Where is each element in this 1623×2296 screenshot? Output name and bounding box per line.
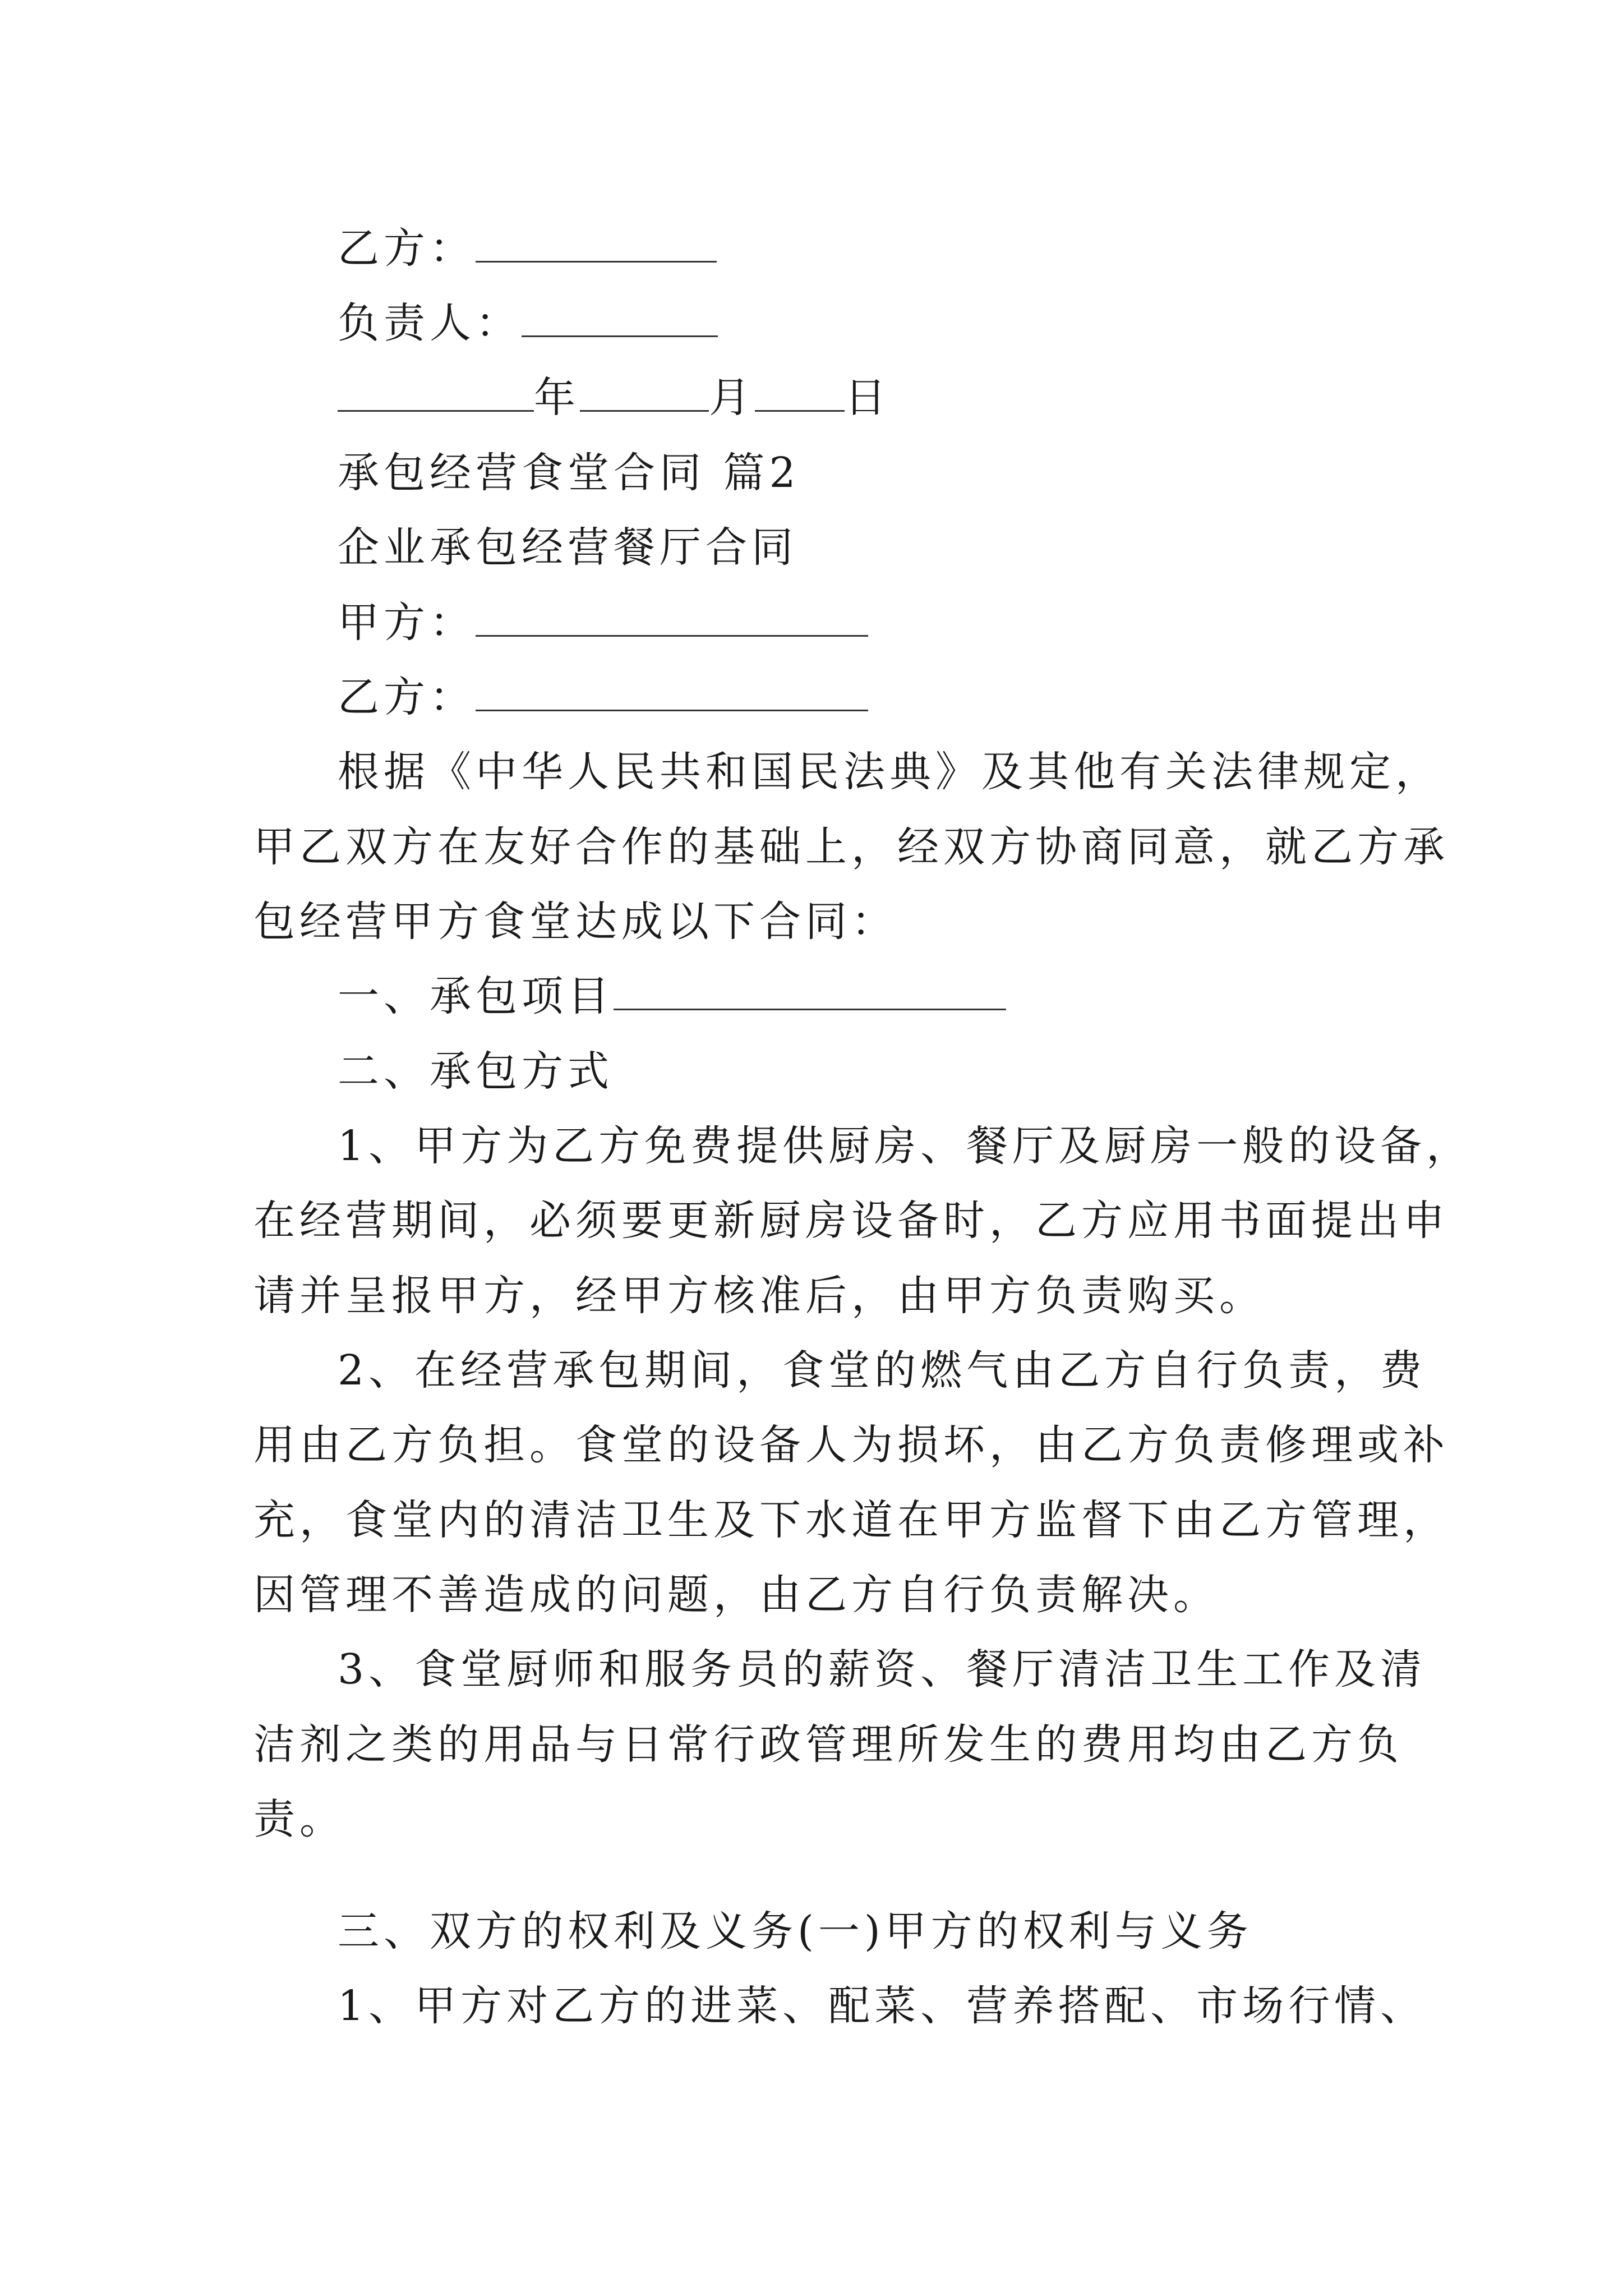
clause-1-line-1: 1、甲方为乙方免费提供厨房、餐厅及厨房一般的设备， bbox=[338, 1122, 1473, 1170]
responsible-signature-line bbox=[338, 298, 718, 348]
article-1-label: 一、承包项目 bbox=[338, 972, 614, 1020]
party-b-signature-line bbox=[338, 223, 717, 274]
day-blank bbox=[755, 375, 845, 412]
contract-title: 企业承包经营餐厅合同 bbox=[338, 523, 797, 572]
party-b-label: 乙方： bbox=[338, 224, 476, 273]
party-a-label: 甲方： bbox=[338, 599, 476, 647]
clause-3-line-2: 洁剂之类的用品与日常行政管理所发生的费用均由乙方负 bbox=[253, 1720, 1403, 1769]
clause-2-line-2: 用由乙方负担。食堂的设备人为损坏，由乙方负责修理或补 bbox=[253, 1421, 1449, 1469]
date-year: 年 bbox=[534, 374, 580, 422]
clause-2-line-4: 因管理不善造成的问题，由乙方自行负责解决。 bbox=[253, 1571, 1219, 1619]
clause-1-line-2: 在经营期间，必须要更新厨房设备时，乙方应用书面提出申 bbox=[253, 1197, 1449, 1245]
party-a-blank bbox=[476, 600, 868, 637]
clause-3-line-1: 3、食堂厨师和服务员的薪资、餐厅清洁卫生工作及清 bbox=[338, 1645, 1427, 1694]
party-b-line bbox=[338, 672, 868, 723]
clause-3-1-line-1: 1、甲方对乙方的进菜、配菜、营养搭配、市场行情、 bbox=[338, 1982, 1427, 2030]
party-b-blank-2 bbox=[476, 675, 868, 711]
preamble-line-2: 甲乙双方在友好合作的基础上，经双方协商同意，就乙方承 bbox=[253, 823, 1449, 871]
preamble-line-3: 包经营甲方食堂达成以下合同： bbox=[253, 898, 897, 946]
year-blank bbox=[338, 375, 534, 412]
clause-2-line-3: 充，食堂内的清洁卫生及下水道在甲方监督下由乙方管理， bbox=[253, 1496, 1449, 1544]
preamble-line-1: 根据《中华人民共和国民法典》及其他有关法律规定， bbox=[338, 748, 1441, 796]
article-3-heading: 三、双方的权利及义务(一)甲方的权利与义务 bbox=[338, 1907, 1253, 1955]
clause-1-line-3: 请并呈报甲方，经甲方核准后，由甲方负责购买。 bbox=[253, 1272, 1265, 1320]
party-b-blank bbox=[476, 226, 717, 263]
clause-3-line-3: 责。 bbox=[253, 1795, 345, 1843]
month-blank bbox=[580, 375, 709, 412]
responsible-blank bbox=[522, 301, 718, 337]
party-b-label-2: 乙方： bbox=[338, 673, 476, 721]
date-line bbox=[338, 372, 891, 423]
date-month: 月 bbox=[709, 374, 755, 422]
article-1-line bbox=[338, 971, 1006, 1022]
section-heading: 承包经营食堂合同 篇2 bbox=[338, 449, 800, 497]
clause-2-line-1: 2、在经营承包期间，食堂的燃气由乙方自行负责，费 bbox=[338, 1346, 1427, 1395]
responsible-label: 负责人： bbox=[338, 299, 522, 347]
party-a-line bbox=[338, 597, 868, 648]
date-day: 日 bbox=[845, 374, 891, 422]
article-2-heading: 二、承包方式 bbox=[338, 1047, 614, 1096]
article-1-blank bbox=[614, 974, 1006, 1010]
